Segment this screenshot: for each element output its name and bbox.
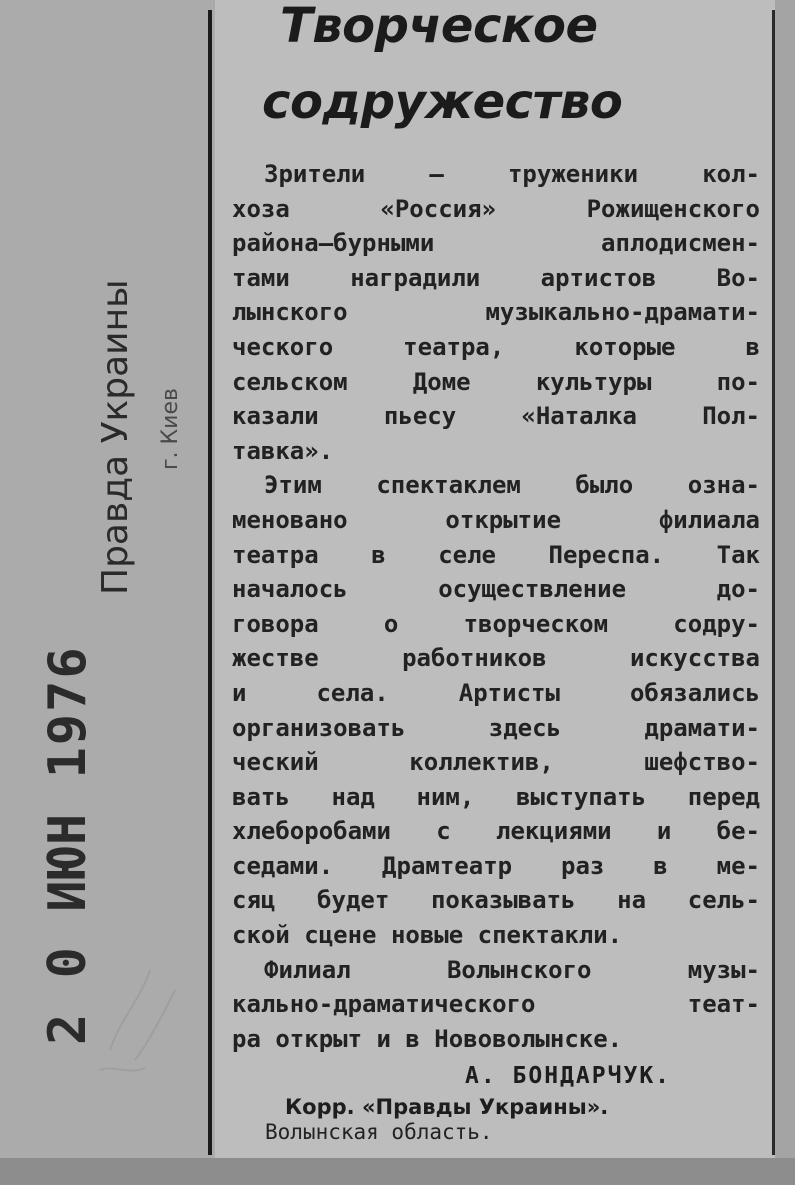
- bottom-edge: [0, 1158, 795, 1185]
- article-line: хлеборобами с лекциями и бе-: [232, 817, 760, 846]
- article-line: района—бурными аплодисмен-: [232, 229, 760, 258]
- article-line: говора о творческом содру-: [232, 609, 760, 638]
- article-line: сельском Доме культуры по-: [232, 367, 760, 396]
- article-line: ческого театра, которые в: [232, 332, 760, 361]
- article-line: ческий коллектив, шефство-: [232, 748, 760, 777]
- article-line: началось осуществление до-: [232, 575, 760, 604]
- article-line: жестве работников искусства: [232, 644, 760, 673]
- article-line: хоза «Россия» Рожищенского: [232, 194, 760, 223]
- author-signature: А. БОНДАРЧУК.: [465, 1063, 672, 1089]
- article-body: [232, 157, 760, 1056]
- headline-line-1: Творческое: [280, 0, 598, 54]
- city-name: г. Киев: [158, 388, 183, 470]
- article-line: театра в селе Переспа. Так: [232, 540, 760, 569]
- column-rule-right: [772, 10, 775, 1155]
- article-line: организовать здесь драмати-: [232, 713, 760, 742]
- date-stamp: 2 0 ИЮН 1976: [38, 645, 98, 1045]
- article-line: тами наградили артистов Во-: [232, 263, 760, 292]
- article-line: Филиал Волынского музы-: [264, 955, 760, 984]
- pencil-scribble: [90, 930, 200, 1080]
- article-line: сяц будет показывать на сель-: [232, 886, 760, 915]
- article-line: казали пьесу «Наталка Пол-: [232, 402, 760, 431]
- article-line: кально-драматического теат-: [232, 990, 760, 1019]
- region-line: Волынская область.: [265, 1120, 493, 1144]
- correspondent-line: Корр. «Правды Украины».: [285, 1095, 609, 1119]
- article-line: меновано открытие филиала: [232, 505, 760, 534]
- right-edge: [775, 0, 795, 1185]
- article-line: лынского музыкально-драмати-: [232, 298, 760, 327]
- article-line: Зрители — труженики кол-: [264, 160, 760, 188]
- article-line: ской сцене новые спектакли.: [232, 921, 623, 950]
- newspaper-name: Правда Украины: [95, 279, 136, 595]
- column-rule-left: [208, 10, 212, 1155]
- headline-line-2: содружество: [262, 74, 623, 130]
- article-line: тавка».: [232, 436, 334, 465]
- article-line: ра открыт и в Нововолынске.: [232, 1024, 623, 1053]
- article-line: Этим спектаклем было озна-: [264, 471, 760, 500]
- article-line: и села. Артисты обязались: [232, 678, 760, 707]
- article-line: седами. Драмтеатр раз в ме-: [232, 851, 760, 880]
- article-line: вать над ним, выступать перед: [232, 782, 760, 811]
